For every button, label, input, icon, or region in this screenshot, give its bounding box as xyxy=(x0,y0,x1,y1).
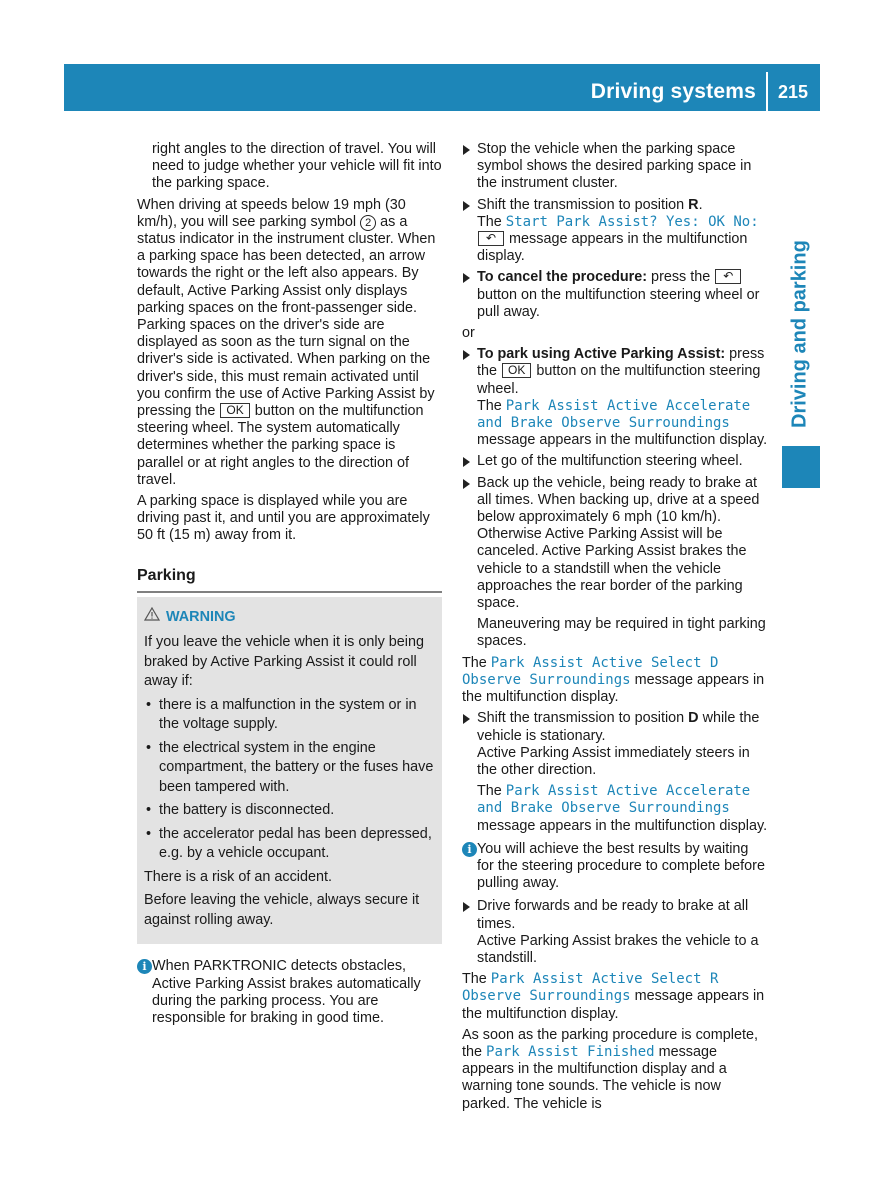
step-stop-vehicle: Stop the vehicle when the parking space symbol shows the desired parking space in the instrument cluster. xyxy=(462,141,768,193)
display-message: Park Assist Active Accelerate and Brake Observe Surroundings xyxy=(477,783,751,817)
step-cancel: To cancel the procedure: press the ↶ button on the multifunction steering wheel or pull away. xyxy=(462,269,768,321)
step-park: To park using Active Parking Assist: press the OK button on the multifunction steering wheel. The Park Assist Active Accelerate and Brake Observe Surroundings message appears in the multifunction display. xyxy=(462,346,768,449)
paragraph-parking-symbol: When driving at speeds below 19 mph (30 km/h), you will see parking symbol 2 as a status indicator in the instrument cluster. When a parking space has been detected, an arrow towards the right or the left also appears. By default, Active Parking Assist only displays parking spaces on the front-passenger side. Parking spaces on the driver's side are displayed as soon as the turn signal on the driver's side is activated. When parking on the driver's side, this must remain activated until you confirm the use of Active Parking Assist by pressing the OK button on the multifunction steering wheel. The system automatically determines whether the parking space is parallel or at right angles to the direction of travel. xyxy=(137,196,436,488)
warning-advice: Before leaving the vehicle, always secure it against rolling away. xyxy=(144,892,420,928)
display-message: Park Assist Active Select D Observe Surroundings xyxy=(462,654,719,688)
right-column xyxy=(462,141,768,1117)
section-title: Driving systems xyxy=(590,80,756,103)
parking-symbol-number-icon: 2 xyxy=(360,215,376,231)
or-text: or xyxy=(462,325,475,342)
warning-triangle-icon xyxy=(144,607,160,628)
info-icon: i xyxy=(137,959,152,974)
warning-risk: There is a risk of an accident. xyxy=(144,868,332,885)
chapter-tab-label: Driving and parking xyxy=(788,240,811,428)
display-message: Park Assist Finished xyxy=(486,1043,655,1060)
step-drive-forwards: Drive forwards and be ready to brake at all times. Active Parking Assist brakes the vehicle to a standstill. xyxy=(462,898,768,967)
back-button-icon: ↶ xyxy=(715,269,741,284)
display-message: Start Park Assist? Yes: OK No: xyxy=(505,213,759,230)
maneuvering-note: Maneuvering may be required in tight parking spaces. xyxy=(477,616,766,650)
warning-bullet: • the battery is disconnected. xyxy=(144,801,435,821)
paragraph-display-distance: A parking space is displayed while you are driving past it, and until you are approximately 50 ft (15 m) away from it. xyxy=(137,493,430,544)
section-heading-parking: Parking xyxy=(137,567,442,593)
info-note-steering: i You will achieve the best results by waiting for the steering procedure to complete before pulling away. xyxy=(462,841,768,893)
back-button-icon: ↶ xyxy=(478,231,504,246)
paragraph-select-r: The Park Assist Active Select R Observe Surroundings message appears in the multifunction display. xyxy=(462,971,765,1022)
page-header xyxy=(64,64,820,111)
display-message: Park Assist Active Select R Observe Surroundings xyxy=(462,971,719,1005)
info-icon: i xyxy=(462,842,477,857)
warning-bullet: • the electrical system in the engine compartment, the battery or the fuses have been tampered with. xyxy=(144,739,435,798)
paragraph-finished: As soon as the parking procedure is complete, the Park Assist Finished message appears in the multifunction display and a warning tone sounds. The vehicle is now parked. The vehicle is xyxy=(462,1026,758,1112)
ok-key-icon: OK xyxy=(502,363,531,378)
warning-intro: If you leave the vehicle when it is only being braked by Active Parking Assist it could roll away if: xyxy=(144,634,424,690)
display-message: Park Assist Active Accelerate and Brake Observe Surroundings xyxy=(477,397,751,432)
info-note-parktronic: i When PARKTRONIC detects obstacles, Active Parking Assist brakes automatically during the parking process. You are responsible for braking in good time. xyxy=(137,958,442,1027)
warning-bullet: • there is a malfunction in the system or in the voltage supply. xyxy=(144,696,435,735)
left-column xyxy=(137,141,442,1027)
header-divider xyxy=(766,72,768,111)
warning-bullet: • the accelerator pedal has been depressed, e.g. by a vehicle occupant. xyxy=(144,825,435,864)
warning-box xyxy=(137,597,442,945)
step-let-go: Let go of the multifunction steering wheel. xyxy=(462,453,768,470)
chapter-tab-marker xyxy=(782,446,820,488)
paragraph-continued: right angles to the direction of travel. You will need to judge whether your vehicle will fit into the parking space. xyxy=(152,141,442,192)
step-back-up: Back up the vehicle, being ready to brake at all times. When backing up, drive at a speed below approximately 6 mph (10 km/h). Otherwise Active Parking Assist will be canceled. Active Parking Assist brakes the vehicle to a standstill when the vehicle approaches the rear border of the parking space. Maneuvering may be required in tight parking spaces. xyxy=(462,475,768,651)
step-shift-d: Shift the transmission to position D while the vehicle is stationary. Active Parking Assist immediately steers in the other direction. The Park Assist Active Accelerate and Brake Observe Surroundings message appears in the multifunction display. xyxy=(462,710,768,834)
warning-title: WARNING xyxy=(144,607,435,628)
paragraph-select-d: The Park Assist Active Select D Observe Surroundings message appears in the multifunction display. xyxy=(462,654,765,706)
ok-key-icon: OK xyxy=(220,403,249,418)
page-number: 215 xyxy=(777,82,808,102)
step-shift-r: Shift the transmission to position R. The Start Park Assist? Yes: OK No: ↶ message appears in the multifunction display. xyxy=(462,197,768,266)
